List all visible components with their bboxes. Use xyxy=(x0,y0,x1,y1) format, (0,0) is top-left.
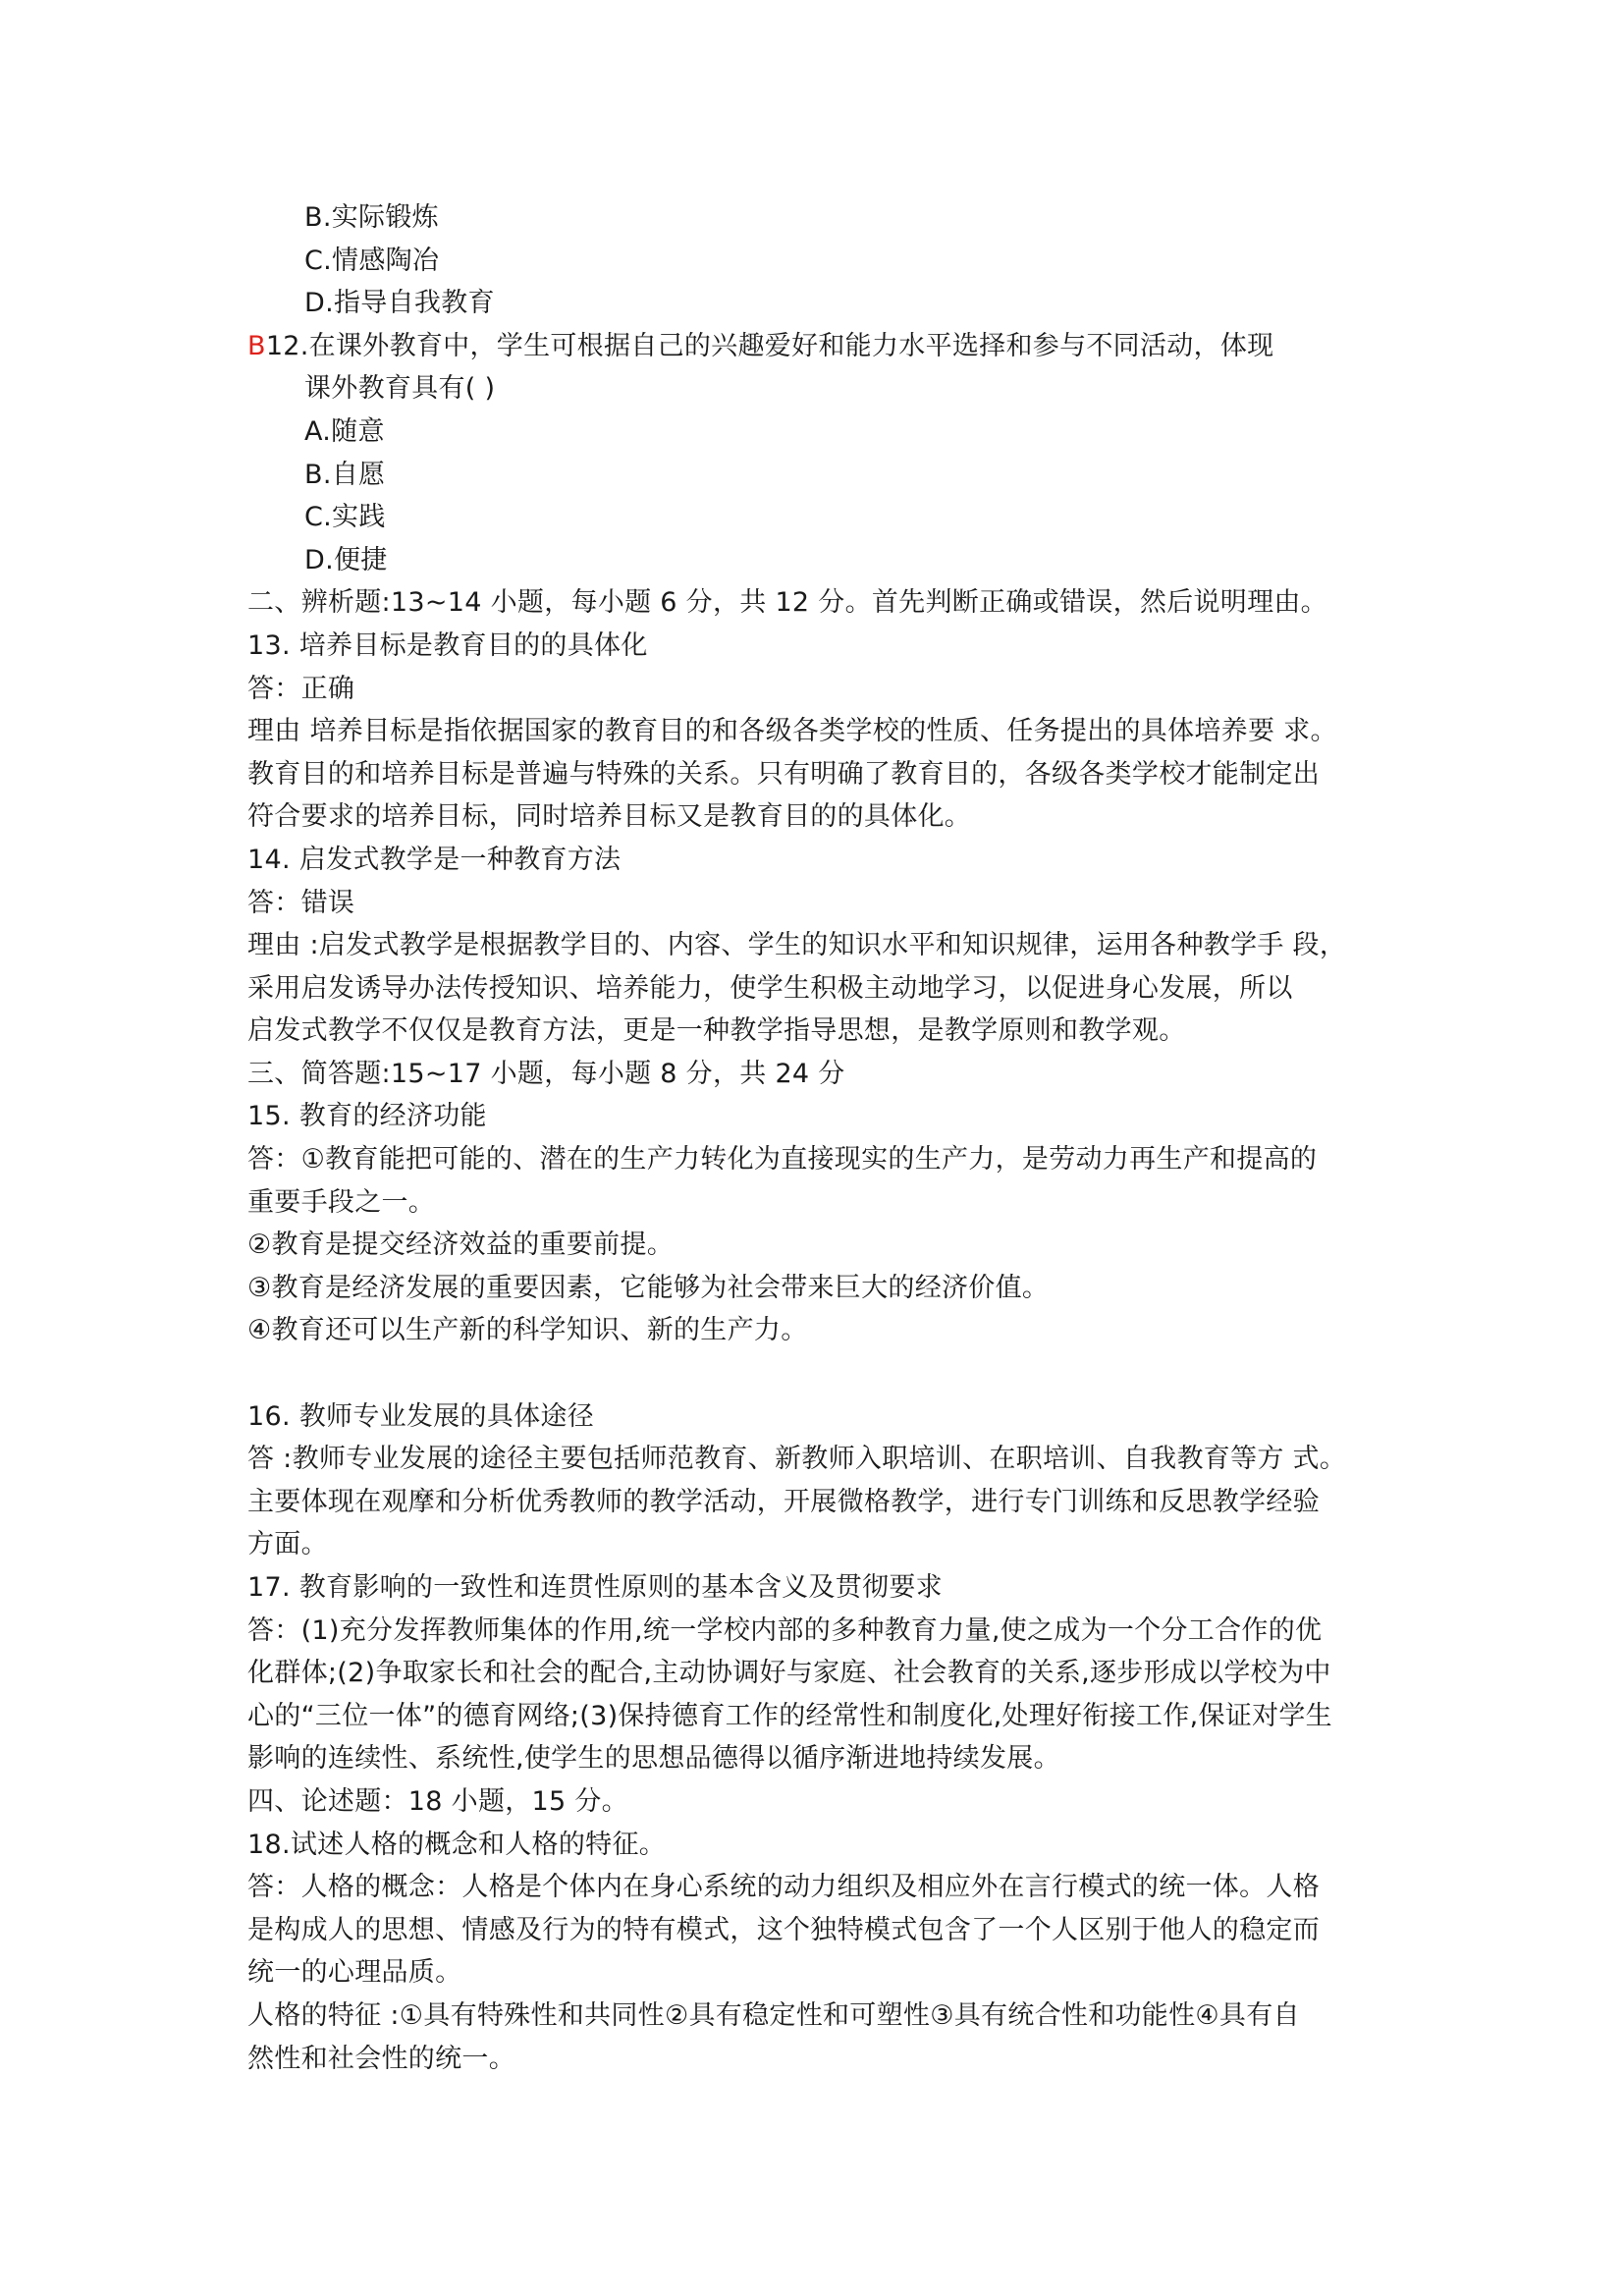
q18-answer-line: 然性和社会性的统一。 xyxy=(247,2043,515,2074)
q13-reason-line: 符合要求的培养目标，同时培养目标又是教育目的的具体化。 xyxy=(247,801,972,833)
q14-title: 14. 启发式教学是一种教育方法 xyxy=(247,844,622,875)
q18-answer-line: 答：人格的概念：人格是个体内在身心系统的动力组织及相应外在言行模式的统一体。人格 xyxy=(247,1872,1320,1903)
document-content xyxy=(247,196,1406,2080)
q14-reason-line: 理由 :启发式教学是根据教学目的、内容、学生的知识水平和知识规律，运用各种教学手 段， xyxy=(247,930,1347,961)
q17-answer-line: 影响的连续性、系统性,使学生的思想品德得以循序渐进地持续发展。 xyxy=(247,1743,1060,1775)
q12-option-a: A.随意 xyxy=(304,415,385,447)
q18-answer-line: 统一的心理品质。 xyxy=(247,1957,462,1989)
answer-mark: B xyxy=(247,330,266,361)
q17-answer-line: 答：(1)充分发挥教师集体的作用,统一学校内部的多种教育力量,使之成为一个分工合作的优 xyxy=(247,1614,1323,1646)
q12-option-d: D.便捷 xyxy=(304,544,388,575)
q13-reason-line: 理由 培养目标是指依据国家的教育目的和各级各类学校的性质、任务提出的具体培养要 求。 xyxy=(247,716,1337,747)
q15-answer-line: ④教育还可以生产新的科学知识、新的生产力。 xyxy=(247,1315,808,1346)
q12-stem xyxy=(247,325,1406,368)
q16-answer-line: 主要体现在观摩和分析优秀教师的教学活动，开展微格教学，进行专门训练和反思教学经验 xyxy=(247,1486,1320,1517)
q12-stem-continued: 课外教育具有( ) xyxy=(304,373,496,405)
q16-title: 16. 教师专业发展的具体途径 xyxy=(247,1400,595,1432)
q15-answer-line: 答：①教育能把可能的、潜在的生产力转化为直接现实的生产力，是劳动力再生产和提高的 xyxy=(247,1144,1318,1175)
section4-heading: 四、论述题：18 小题，15 分。 xyxy=(247,1785,628,1817)
q16-answer-line: 答 :教师专业发展的途径主要包括师范教育、新教师入职培训、在职培训、自我教育等方 式。 xyxy=(247,1444,1347,1475)
q15-answer-line: ③教育是经济发展的重要因素，它能够为社会带来巨大的经济价值。 xyxy=(247,1272,1050,1303)
q14-reason-line: 采用启发诱导办法传授知识、培养能力，使学生积极主动地学习，以促进身心发展，所以 xyxy=(247,972,1293,1004)
q16-answer-line: 方面。 xyxy=(247,1529,328,1560)
q13-answer: 答：正确 xyxy=(247,673,355,704)
q18-answer-line: 是构成人的思想、情感及行为的特有模式，这个独特模式包含了一个人区别于他人的稳定而 xyxy=(247,1914,1320,1945)
q17-answer-line: 心的“三位一体”的德育网络;(3)保持德育工作的经常性和制度化,处理好衔接工作,保证对学生 xyxy=(247,1700,1332,1731)
q13-reason-line: 教育目的和培养目标是普遍与特殊的关系。只有明确了教育目的，各级各类学校才能制定出 xyxy=(247,758,1320,790)
q14-answer: 答：错误 xyxy=(247,887,355,918)
q18-answer-line: 人格的特征 :①具有特殊性和共同性②具有稳定性和可塑性③具有统合性和功能性④具有自 xyxy=(247,1999,1300,2031)
q17-title: 17. 教育影响的一致性和连贯性原则的基本含义及贯彻要求 xyxy=(247,1572,943,1603)
q14-reason-line: 启发式教学不仅仅是教育方法，更是一种教学指导思想，是教学原则和教学观。 xyxy=(247,1015,1186,1047)
q11-option-c: C.情感陶冶 xyxy=(304,245,440,276)
q17-answer-line: 化群体;(2)争取家长和社会的配合,主动协调好与家庭、社会教育的关系,逐步形成以学校为中 xyxy=(247,1658,1331,1689)
q12-option-b: B.自愿 xyxy=(304,459,386,490)
section3-heading: 三、简答题:15~17 小题，每小题 8 分，共 24 分 xyxy=(247,1058,845,1089)
q15-answer-line: 重要手段之一。 xyxy=(247,1186,436,1218)
q15-answer-line: ②教育是提交经济效益的重要前提。 xyxy=(247,1230,675,1261)
q18-title: 18.试述人格的概念和人格的特征。 xyxy=(247,1829,667,1860)
blank-line xyxy=(247,1352,1406,1395)
q11-option-d: D.指导自我教育 xyxy=(304,288,495,319)
q12-stem-text: 12.在课外教育中，学生可根据自己的兴趣爱好和能力水平选择和参与不同活动，体现 xyxy=(265,330,1274,361)
q13-title: 13. 培养目标是教育目的的具体化 xyxy=(247,629,648,661)
q12-option-c: C.实践 xyxy=(304,502,386,533)
section2-heading: 二、辨析题:13~14 小题，每小题 6 分，共 12 分。首先判断正确或错误，然后说明理由。 xyxy=(247,587,1327,619)
q15-title: 15. 教育的经济功能 xyxy=(247,1101,487,1132)
q11-option-b: B.实际锻炼 xyxy=(304,202,439,233)
